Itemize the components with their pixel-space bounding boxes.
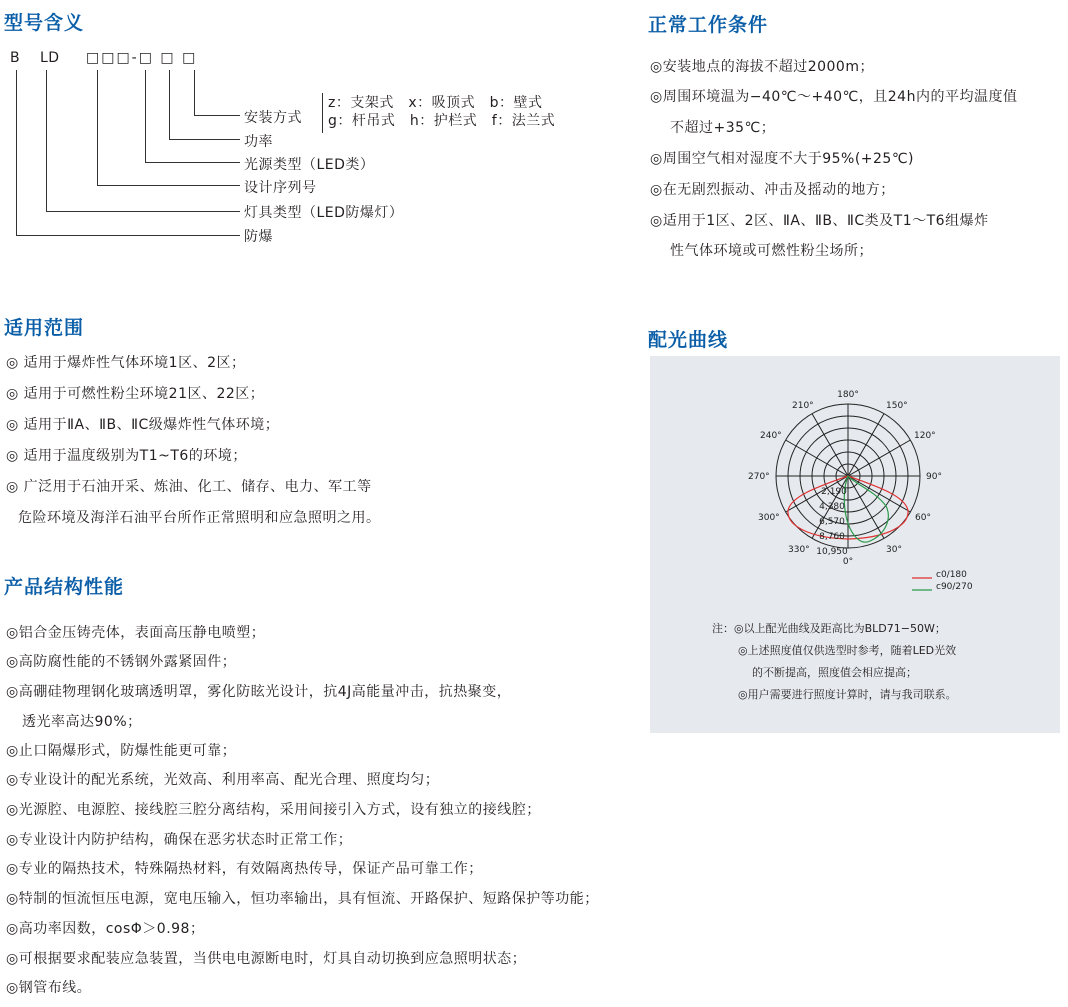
feature-item: ◎光源腔、电源腔、接线腔三腔分离结构，采用间接引入方式，设有独立的接线腔； [6,802,541,818]
code-b: B [10,50,21,66]
scope-item: ◎ 适用于ⅡA、ⅡB、ⅡC级爆炸性气体环境； [6,417,280,433]
photometric-title: 配光曲线 [648,329,729,351]
scope-item: 危险环境及海洋石油平台所作正常照明和应急照明之用。 [18,510,381,526]
photometric-panel [650,356,1060,733]
note-line: ◎用户需要进行照度计算时，请与我司联系。 [738,688,957,701]
angle-label: 0° [842,557,854,567]
install-label: 安装方式 [244,110,302,126]
feature-item: ◎专业设计内防护结构，确保在恶劣状态时正常工作； [6,832,353,848]
radial-label: 10,950 [816,547,848,557]
angle-label: 210° [792,401,814,411]
model-title: 型号含义 [4,12,85,34]
explosion-label: 防爆 [244,229,273,245]
radial-label: 2,190 [821,487,847,497]
feature-item: ◎高功率因数，cosΦ＞0.98； [6,921,205,937]
install-row2: g：杆吊式 h：护栏式 f：法兰式 [328,113,556,129]
legend-label: c0/180 [936,570,967,580]
feature-item: ◎专业的隔热技术，特殊隔热材料，有效隔离热传导，保证产品可靠工作； [6,861,483,877]
angle-label: 240° [760,431,782,441]
feature-item: ◎钢管布线。 [6,980,92,996]
power-label: 功率 [244,134,273,150]
conditions-title: 正常工作条件 [648,14,769,36]
legend [912,570,973,592]
condition-item: ◎适用于1区、2区、ⅡA、ⅡB、ⅡC类及T1～T6组爆炸 [650,213,989,229]
condition-item: ◎安装地点的海拔不超过2000m； [650,59,874,75]
design-no-label: 设计序列号 [244,180,317,196]
light-type-label: 光源类型（LED类） [244,157,375,173]
angle-label: 180° [837,390,859,400]
feature-item: ◎专业设计的配光系统，光效高、利用率高、配光合理、照度均匀； [6,772,440,788]
features-title: 产品结构性能 [4,576,125,598]
condition-item: 不超过+35℃； [670,120,776,136]
condition-item: 性气体环境或可燃性粉尘场所； [670,243,873,259]
install-row1: z：支架式 x：吸顶式 b：壁式 [328,95,543,111]
lamp-type-label: 灯具类型（LED防爆灯） [244,205,404,221]
angle-label: 30° [886,545,902,555]
code-ld: LD [40,50,60,66]
scope-item: ◎ 适用于温度级别为T1~T6的环境； [6,448,247,464]
feature-item: 透光率高达90%； [22,714,142,730]
angle-label: 270° [748,472,770,482]
curve-c90-270 [844,476,888,542]
condition-item: ◎在无剧烈振动、冲击及摇动的地方； [650,182,895,198]
scope-title: 适用范围 [4,317,85,339]
radial-label: 6,570 [819,517,845,527]
condition-item: ◎周围空气相对湿度不大于95%(+25℃) [650,151,915,167]
note-line: 的不断提高，照度值会相应提高； [752,666,917,679]
scope-item: ◎ 适用于爆炸性气体环境1区、2区； [6,355,246,371]
angle-label: 330° [788,545,810,555]
radial-label: 4,380 [819,502,845,512]
radial-label: 8,760 [819,532,845,542]
code-boxes: □□□-□ □ □ [86,50,198,66]
condition-item: ◎周围环境温为−40℃～+40℃，且24h内的平均温度值 [650,89,1018,105]
note-line: ◎上述照度值仅供选型时参考，随着LED光效 [738,644,957,657]
legend-label: c90/270 [936,582,973,592]
angle-label: 60° [915,513,931,523]
feature-item: ◎特制的恒流恒压电源，宽电压输入，恒功率输出，具有恒流、开路保护、短路保护等功能； [6,891,599,907]
feature-item: ◎高防腐性能的不锈钢外露紧固件； [6,654,237,670]
feature-item: ◎铝合金压铸壳体，表面高压静电喷塑； [6,625,266,641]
angle-label: 150° [886,401,908,411]
scope-item: ◎ 广泛用于石油开采、炼油、化工、储存、电力、军工等 [6,479,372,495]
scope-item: ◎ 适用于可燃性粉尘环境21区、22区； [6,386,265,402]
angle-label: 120° [914,431,936,441]
angle-label: 300° [758,513,780,523]
note-line: 注：◎以上配光曲线及距高比为BLD71−50W； [712,622,946,635]
angle-label: 90° [926,472,942,482]
feature-item: ◎高硼硅物理钢化玻璃透明罩，雾化防眩光设计，抗4J高能量冲击，抗热聚变， [6,684,512,700]
feature-item: ◎止口隔爆形式，防爆性能更可靠； [6,743,237,759]
feature-item: ◎可根据要求配装应急装置，当供电电源断电时，灯具自动切换到应急照明状态； [6,951,527,967]
